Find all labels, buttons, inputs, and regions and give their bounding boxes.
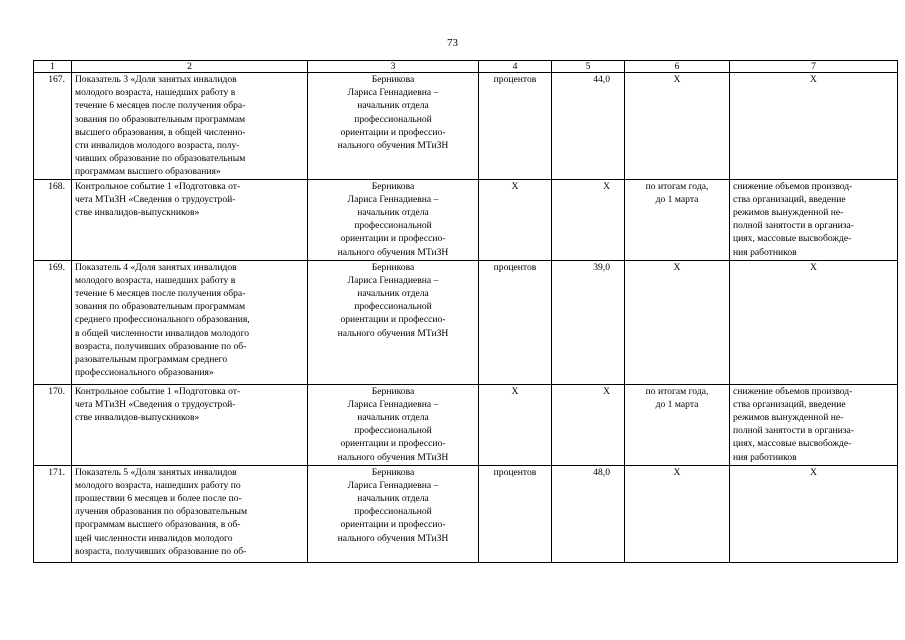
table-row — [34, 260, 898, 384]
column-number: 6 — [625, 61, 730, 73]
row-description: Показатель 3 «Доля занятых инвалидов молодого возраста, нашедших работу в течение 6 месяцев после получения обра- зования по образовательным программам высшего образования, в общей численно- сти инвалидов молодого возраста, полу- чивших образование по образовательным программам высшего образования» — [72, 73, 308, 180]
row-responsible: Берникова Лариса Геннадиевна – начальник отдела профессиональной ориентации и профессио- нального обучения МТиЗН — [308, 73, 479, 180]
row-unit: Х — [479, 179, 552, 260]
row-responsible: Берникова Лариса Геннадиевна – начальник отдела профессиональной ориентации и профессио- нального обучения МТиЗН — [308, 260, 479, 384]
table-row — [34, 179, 898, 260]
plan-table — [33, 60, 898, 563]
row-risk: Х — [730, 465, 898, 562]
table-row — [34, 465, 898, 562]
table-row — [34, 384, 898, 465]
row-number: 170. — [34, 384, 72, 465]
row-deadline: Х — [625, 465, 730, 562]
row-deadline: Х — [625, 73, 730, 180]
row-value: 44,0 — [552, 73, 625, 180]
row-deadline: по итогам года, до 1 марта — [625, 384, 730, 465]
row-number: 168. — [34, 179, 72, 260]
row-unit: Х — [479, 384, 552, 465]
row-deadline: Х — [625, 260, 730, 384]
row-value: 39,0 — [552, 260, 625, 384]
row-deadline: по итогам года, до 1 марта — [625, 179, 730, 260]
row-risk: снижение объемов производ- ства организаций, введение режимов вынужденной не- полной занятости в организа- циях, массовые высвобожде- ния работников — [730, 179, 898, 260]
row-responsible: Берникова Лариса Геннадиевна – начальник отдела профессиональной ориентации и профессио- нального обучения МТиЗН — [308, 179, 479, 260]
row-risk: снижение объемов производ- ства организаций, введение режимов вынужденной не- полной занятости в организа- циях, массовые высвобожде- ния работников — [730, 384, 898, 465]
row-number: 169. — [34, 260, 72, 384]
row-responsible: Берникова Лариса Геннадиевна – начальник отдела профессиональной ориентации и профессио- нального обучения МТиЗН — [308, 465, 479, 562]
row-number: 167. — [34, 73, 72, 180]
row-unit: процентов — [479, 260, 552, 384]
row-value: Х — [552, 384, 625, 465]
row-description: Показатель 5 «Доля занятых инвалидов молодого возраста, нашедших работу по прошествии 6 месяцев и более после по- лучения образования по образовательным программам высшего образования, в об- щей численности инвалидов молодого возраста, получивших образование по об- — [72, 465, 308, 562]
row-description: Контрольное событие 1 «Подготовка от- чета МТиЗН «Сведения о трудоустрой- стве инвалидов-выпускников» — [72, 384, 308, 465]
row-responsible: Берникова Лариса Геннадиевна – начальник отдела профессиональной ориентации и профессио- нального обучения МТиЗН — [308, 384, 479, 465]
row-value: Х — [552, 179, 625, 260]
row-number: 171. — [34, 465, 72, 562]
column-number: 7 — [730, 61, 898, 73]
row-unit: процентов — [479, 465, 552, 562]
row-description: Показатель 4 «Доля занятых инвалидов молодого возраста, нашедших работу в течение 6 месяцев после получения обра- зования по образовательным программам среднего профессионального образования, в общей численности инвалидов молодого возраста, получивших образование по об- разовательным программам среднего профессионального образования» — [72, 260, 308, 384]
row-risk: Х — [730, 73, 898, 180]
column-number: 4 — [479, 61, 552, 73]
page-number: 73 — [447, 37, 458, 49]
column-number-row — [34, 61, 898, 73]
table-row — [34, 73, 898, 180]
row-unit: процентов — [479, 73, 552, 180]
column-number: 3 — [308, 61, 479, 73]
column-number: 1 — [34, 61, 72, 73]
column-number: 2 — [72, 61, 308, 73]
row-value: 48,0 — [552, 465, 625, 562]
row-risk: Х — [730, 260, 898, 384]
row-description: Контрольное событие 1 «Подготовка от- чета МТиЗН «Сведения о трудоустрой- стве инвалидов-выпускников» — [72, 179, 308, 260]
column-number: 5 — [552, 61, 625, 73]
